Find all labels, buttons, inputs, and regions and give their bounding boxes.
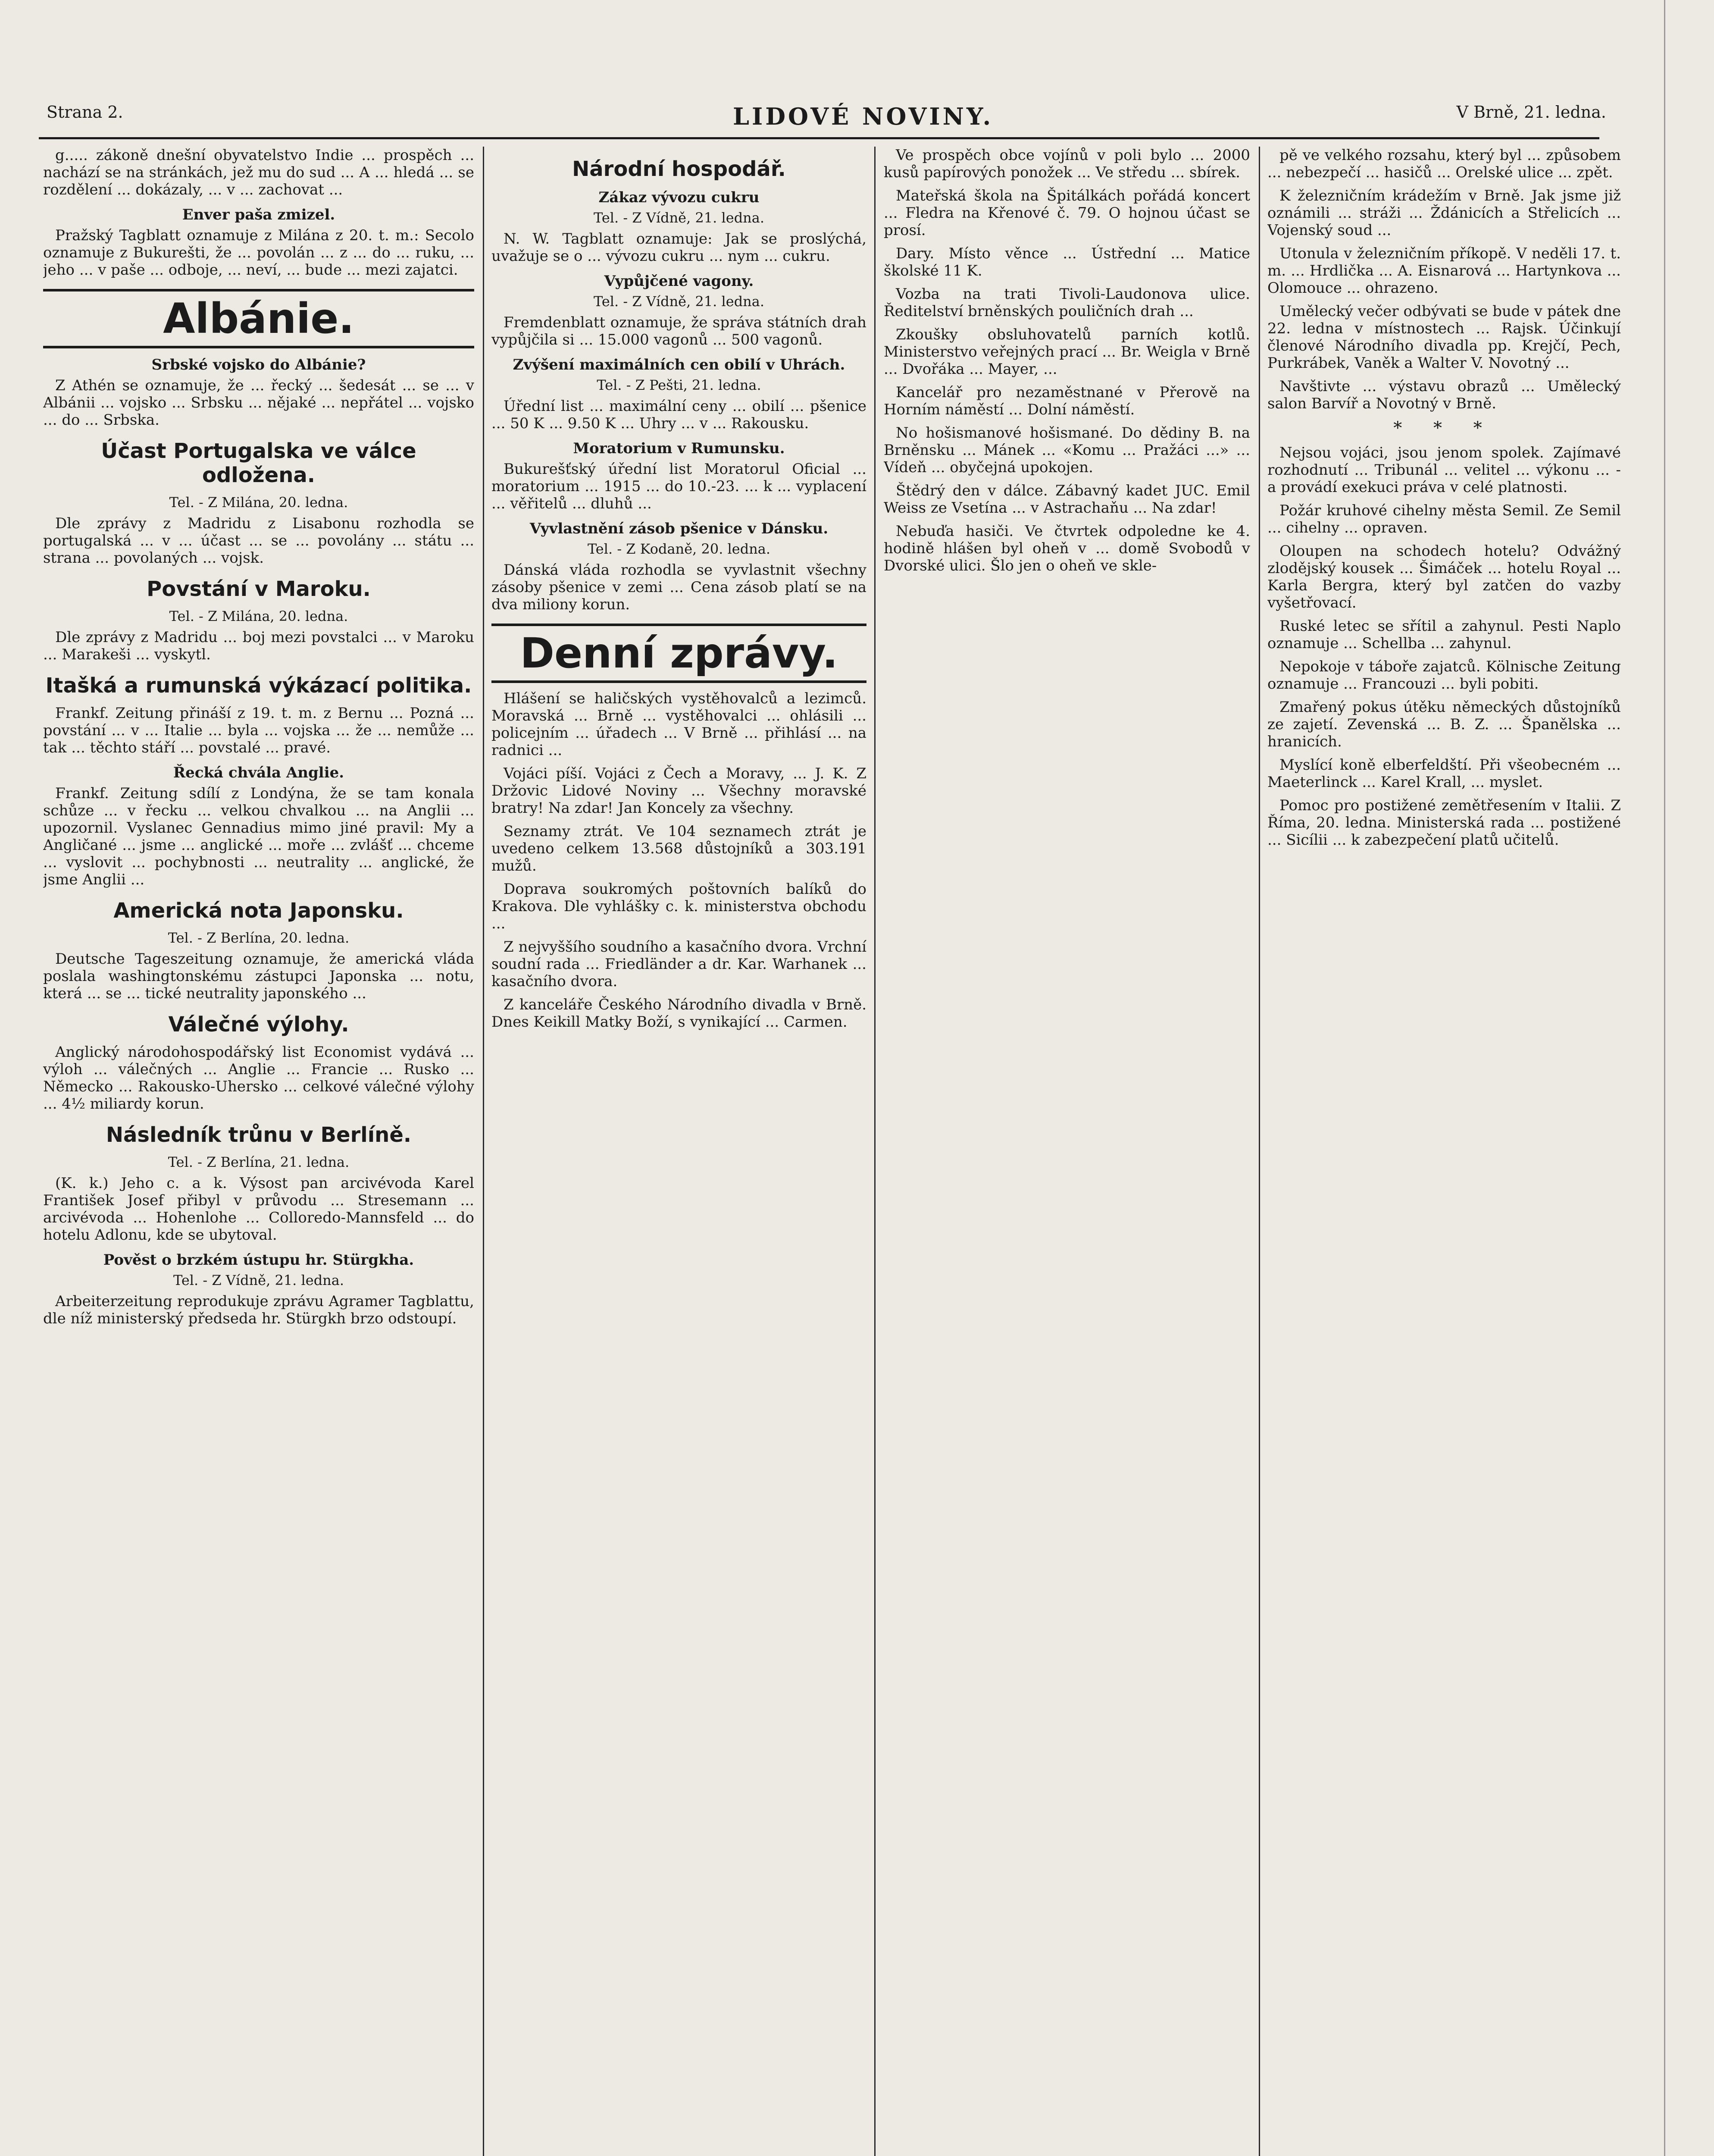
dateline: Tel. - Z Vídně, 21. ledna. bbox=[593, 293, 765, 310]
article-paragraph: Frankf. Zeitung sdílí z Londýna, že se tam konala schůze ... v řecku ... velkou chvalkou ... na Anglii ... upozornil. Vyslanec Gennadius mimo jiné pravil: My a Angličané ... jsme ... anglické ... moře ... zvlášť ... chceme ... vyslovit ... pochybnosti ... neutrality ... anglické, že jsme Anglii ... bbox=[43, 785, 474, 888]
article-paragraph: Doprava soukromých poštovních balíků do Krakova. Dle vyhlášky c. k. ministerstva obchodu ... bbox=[491, 881, 866, 932]
page-edge bbox=[1664, 0, 1665, 2156]
article-paragraph: Z kanceláře Českého Národního divadla v Brně. Dnes Keikill Matky Boží, s vynikající ... Carmen. bbox=[491, 996, 866, 1031]
article-paragraph: Frankf. Zeitung přináší z 19. t. m. z Bernu ... Pozná ... povstání ... v ... Italie ... byla ... vojska ... že ... nemůže ... tak ... těchto stáří ... povstalé ... pravé. bbox=[43, 705, 474, 756]
article-paragraph: Utonula v železničním příkopě. V neděli 17. t. m. ... Hrdlička ... A. Eisnarová ... Hartynkova ... Olomouce ... ohrazeno. bbox=[1267, 245, 1621, 297]
article-paragraph: Nebuďa hasiči. Ve čtvrtek odpoledne ke 4. hodině hlášen byl oheň v ... domě Svobodů v Dvorské ulici. Šlo jen o oheň ve skle- bbox=[884, 523, 1250, 574]
article-paragraph: g..... zákoně dnešní obyvatelstvo Indie ... prospěch ... nachází se na stránkách, jež mu do sud ... A ... hledá ... se rozdělení ... dokázaly, ... v ... zachovat ... bbox=[43, 147, 474, 198]
column-divider bbox=[483, 147, 484, 2156]
article-paragraph: Dle zprávy z Madridu ... boj mezi povstalci ... v Maroku ... Marakeši ... vyskytl. bbox=[43, 629, 474, 663]
column-divider bbox=[1259, 147, 1260, 2156]
article-paragraph: Umělecký večer odbývati se bude v pátek dne 22. ledna v místnostech ... Rajsk. Účinkují členové Národního divadla pp. Krejčí, Pech, Purkrábek, Vaněk a Walter V. Novotný ... bbox=[1267, 303, 1621, 372]
section-heading: Denní zprávy. bbox=[491, 624, 866, 683]
section-heading: Následník trůnu v Berlíně. bbox=[106, 1123, 412, 1147]
article-paragraph: (K. k.) Jeho c. a k. Výsost pan arcivévoda Karel František Josef přibyl v průvodu ... Stresemann ... arcivévoda ... Hohenlohe ... Colloredo-Mannsfeld ... do hotelu Adlonu, kde se ubytoval. bbox=[43, 1175, 474, 1244]
article-headline: Vypůjčené vagony. bbox=[604, 273, 754, 290]
column-4 bbox=[1267, 147, 1621, 2156]
article-paragraph: Dary. Místo věnce ... Ústřední ... Matice školské 11 K. bbox=[884, 245, 1250, 279]
article-paragraph: pě ve velkého rozsahu, který byl ... způsobem ... nebezpečí ... hasičů ... Orelské ulice ... zpět. bbox=[1267, 147, 1621, 181]
article-paragraph: Seznamy ztrát. Ve 104 seznamech ztrát je uvedeno celkem 13.568 důstojníků a 303.191 mužů. bbox=[491, 823, 866, 874]
article-paragraph: Deutsche Tageszeitung oznamuje, že americká vláda poslala washingtonskému zástupci Japonska ... notu, která ... se ... tické neutrality japonského ... bbox=[43, 950, 474, 1002]
section-heading: Válečné výlohy. bbox=[168, 1012, 349, 1037]
dateline: Tel. - Z Vídně, 21. ledna. bbox=[593, 210, 765, 226]
article-paragraph: Požár kruhové cihelny města Semil. Ze Semil ... cihelny ... opraven. bbox=[1267, 502, 1621, 536]
article-paragraph: Kancelář pro nezaměstnané v Přerově na Horním náměstí ... Dolní náměstí. bbox=[884, 384, 1250, 418]
article-paragraph: Bukurešťský úřední list Moratorul Oficial ... moratorium ... 1915 ... do 10.-23. ... k ... vyplacení ... věřitelů ... dluhů ... bbox=[491, 461, 866, 512]
article-paragraph: Štědrý den v dálce. Zábavný kadet JUC. Emil Weiss ze Vsetína ... v Astrachaňu ... Na zdar! bbox=[884, 482, 1250, 517]
column-2 bbox=[491, 147, 866, 2156]
dateline: Tel. - Z Berlína, 21. ledna. bbox=[168, 1154, 350, 1170]
article-paragraph: Pražský Tagblatt oznamuje z Milána z 20. t. m.: Secolo oznamuje z Bukurešti, že ... povolán ... z ... do ... ruku, ... jeho ... v paše ... odboje, ... neví, ... bude ... mezi zajatci. bbox=[43, 227, 474, 279]
article-paragraph: Nejsou vojáci, jsou jenom spolek. Zajímavé rozhodnutí ... Tribunál ... velitel ... výkonu ... - a provádí exekuci práva v celé platnosti. bbox=[1267, 444, 1621, 496]
article-paragraph: No hošismanové hošismané. Do dědiny B. na Brněnsku ... Mánek ... «Komu ... Pražáci ...» ... Vídeň ... obyčejná upokojen. bbox=[884, 424, 1250, 476]
article-paragraph: Nepokoje v táboře zajatců. Kölnische Zeitung oznamuje ... Francouzi ... byli pobiti. bbox=[1267, 658, 1621, 693]
article-paragraph: Dle zprávy z Madridu z Lisabonu rozhodla se portugalská ... v ... účast ... se ... povolány ... státu ... strana ... povolaných ... vojsk. bbox=[43, 515, 474, 567]
section-heading: Národní hospodář. bbox=[572, 157, 786, 181]
dateline: Tel. - Z Pešti, 21. ledna. bbox=[597, 377, 761, 393]
section-heading: Albánie. bbox=[43, 289, 474, 348]
article-paragraph: Anglický národohospodářský list Economist vydává ... výloh ... válečných ... Anglie ... Francie ... Rusko ... Německo ... Rakousko-Uhersko ... celkové válečné výlohy ... 4½ miliardy korun. bbox=[43, 1044, 474, 1112]
section-heading: Itašká a rumunská výkázací politika. bbox=[45, 674, 472, 698]
dateline: Tel. - Z Kodaně, 20. ledna. bbox=[587, 541, 771, 557]
column-1 bbox=[43, 147, 474, 2156]
article-headline: Vyvlastnění zásob pšenice v Dánsku. bbox=[529, 520, 829, 537]
article-paragraph: Ruské letec se sřítil a zahynul. Pesti Naplo oznamuje ... Schellba ... zahynul. bbox=[1267, 617, 1621, 652]
dateline: Tel. - Z Vídně, 21. ledna. bbox=[173, 1272, 344, 1288]
article-paragraph: Zkoušky obsluhovatelů parních kotlů. Ministerstvo veřejných prací ... Br. Weigla v Brně ... Dvořáka ... Mayer, ... bbox=[884, 326, 1250, 378]
header-rule bbox=[39, 137, 1599, 139]
article-paragraph: Pomoc pro postižené zemětřesením v Italii. Z Říma, 20. ledna. Ministerská rada ... postižené ... Sicílii ... k zabezpečení platů učitelů. bbox=[1267, 797, 1621, 849]
article-headline: Srbské vojsko do Albánie? bbox=[151, 356, 366, 373]
section-heading: Americká nota Japonsku. bbox=[113, 899, 404, 923]
dateline: Tel. - Z Milána, 20. ledna. bbox=[169, 494, 348, 511]
column-3 bbox=[884, 147, 1250, 2156]
article-paragraph: Ve prospěch obce vojínů v poli bylo ... 2000 kusů papírových ponožek ... Ve středu ... sbírek. bbox=[884, 147, 1250, 181]
article-paragraph: Navštivte ... výstavu obrazů ... Umělecký salon Barvíř a Novotný v Brně. bbox=[1267, 378, 1621, 412]
article-headline: Moratorium v Rumunsku. bbox=[573, 440, 785, 457]
article-paragraph: Zmařený pokus útěku německých důstojníků ze zajetí. Zevenská ... B. Z. ... Španělska ... hranicích. bbox=[1267, 699, 1621, 750]
column-divider bbox=[874, 147, 876, 2156]
masthead: LIDOVÉ NOVINY. bbox=[733, 103, 994, 130]
article-headline: Enver paša zmizel. bbox=[182, 206, 335, 223]
issue-date: V Brně, 21. ledna. bbox=[1456, 103, 1606, 122]
dateline: Tel. - Z Milána, 20. ledna. bbox=[169, 608, 348, 624]
article-paragraph: Arbeiterzeitung reprodukuje zprávu Agramer Tagblattu, dle níž ministerský předseda hr. Stürgkh brzo odstoupí. bbox=[43, 1293, 474, 1327]
article-headline: Řecká chvála Anglie. bbox=[173, 764, 344, 781]
dateline: Tel. - Z Berlína, 20. ledna. bbox=[168, 930, 350, 946]
article-headline: Zvýšení maximálních cen obilí v Uhrách. bbox=[513, 356, 845, 373]
section-heading: Účast Portugalska ve válce odložena. bbox=[101, 439, 416, 487]
article-paragraph: Úřední list ... maximální ceny ... obilí ... pšenice ... 50 K ... 9.50 K ... Uhry ... v ... Rakousku. bbox=[491, 398, 866, 432]
article-paragraph: Myslící koně elberfeldští. Při všeobecném ... Maeterlinck ... Karel Krall, ... myslet. bbox=[1267, 756, 1621, 791]
article-paragraph: Z nejvyššího soudního a kasačního dvora. Vrchní soudní rada ... Friedländer a dr. Kar. Warhanek ... kasačního dvora. bbox=[491, 938, 866, 990]
page-number: Strana 2. bbox=[47, 103, 123, 122]
article-paragraph: Hlášení se haličských vystěhovalců a lezimců. Moravská ... Brně ... vystěhovalci ... ohlásili ... policejním ... úřadech ... V Brně ... přihlásí ... na radnici ... bbox=[491, 690, 866, 759]
article-paragraph: K železničním krádežím v Brně. Jak jsme již oznámili ... stráži ... Ždánicích a Střelicích ... Vojenský soud ... bbox=[1267, 187, 1621, 239]
article-paragraph: Dánská vláda rozhodla se vyvlastnit všechny zásoby pšenice v zemi ... Cena zásob platí se na dva miliony korun. bbox=[491, 561, 866, 613]
article-paragraph: N. W. Tagblatt oznamuje: Jak se proslýchá, uvažuje se o ... vývozu cukru ... nym ... cukru. bbox=[491, 230, 866, 265]
article-headline: Pověst o brzkém ústupu hr. Stürgkha. bbox=[103, 1251, 414, 1269]
separator-stars: * * * bbox=[1393, 418, 1495, 438]
article-paragraph: Z Athén se oznamuje, že ... řecký ... šedesát ... se ... v Albánii ... vojsko ... Srbsku ... nějaké ... nepřátel ... vojsko ... do ... Srbska. bbox=[43, 377, 474, 429]
article-paragraph: Vozba na trati Tivoli-Laudonova ulice. Ředitelství brněnských pouličních drah ... bbox=[884, 285, 1250, 320]
article-headline: Zákaz vývozu cukru bbox=[598, 189, 760, 206]
article-paragraph: Oloupen na schodech hotelu? Odvážný zlodějský kousek ... Šimáček ... hotelu Royal ... Karla Bergra, který byl zatčen do vazby vyšetřovací. bbox=[1267, 542, 1621, 611]
article-paragraph: Mateřská škola na Špitálkách pořádá koncert ... Fledra na Křenové č. 79. O hojnou účast se prosí. bbox=[884, 187, 1250, 239]
section-heading: Povstání v Maroku. bbox=[147, 577, 371, 601]
article-paragraph: Vojáci píší. Vojáci z Čech a Moravy, ... J. K. Z Držovic Lidové Noviny ... Všechny moravské bratry! Na zdar! Jan Koncely za všechny. bbox=[491, 765, 866, 817]
article-paragraph: Fremdenblatt oznamuje, že správa státních drah vypůjčila si ... 15.000 vagonů ... 500 vagonů. bbox=[491, 314, 866, 348]
